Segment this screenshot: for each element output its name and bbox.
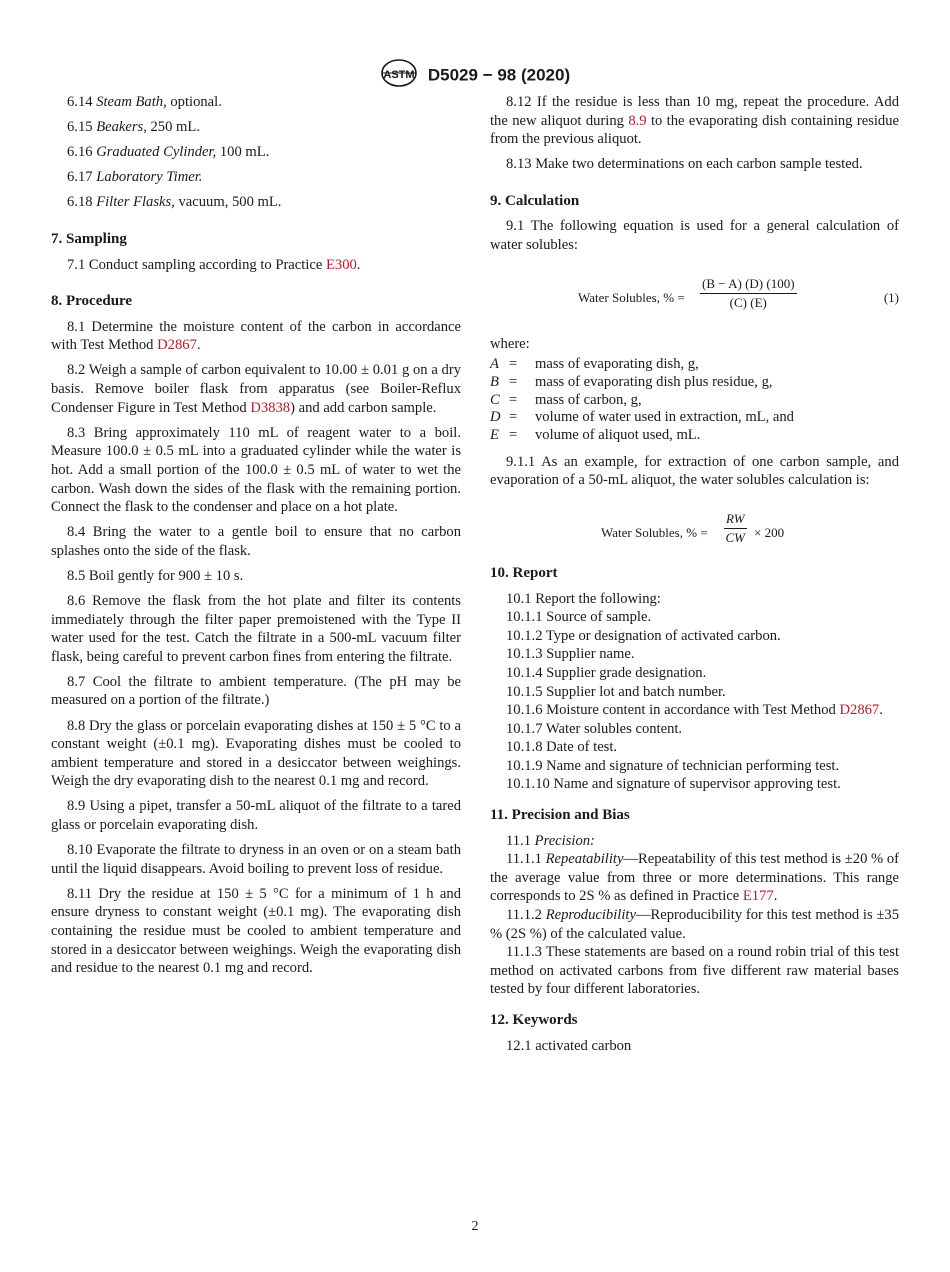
equation-1 <box>490 275 899 321</box>
variable-definitions <box>490 356 899 445</box>
svg-text:ASTM: ASTM <box>383 69 415 81</box>
equipment-list <box>51 93 461 212</box>
paragraph-8-6: 8.6 Remove the flask from the hot plate and filter its contents immediately through the filter paper premoistened with the Type II water used for the test. Catch the filtrate in a 500-mL vacuum filter flask, being careful to prevent carbon fines from entering the filtrate. <box>51 592 461 665</box>
paragraph-9-1: 9.1 The following equation is used for a general calculation of water solubles: <box>490 218 899 254</box>
paragraph-8-9: 8.9 Using a pipet, transfer a 50-mL aliquot of the filtrate to a tared glass or porcelain evaporating dish. <box>51 798 461 833</box>
report-item-10-1-6: 10.1.6 Moisture content in accordance with Test Method D2867. <box>506 702 883 719</box>
paragraph-8-7: 8.7 Cool the filtrate to ambient temperature. (The pH may be measured on a portion of the filtrate.) <box>51 673 461 709</box>
section-heading-procedure: 8. Procedure <box>51 293 133 310</box>
paragraph-7-1: 7.1 Conduct sampling according to Practice E300. <box>67 256 361 273</box>
paragraph-11-1-3: 11.1.3 These statements are based on a round robin trial of this test method on activated carbons from five different raw material bases tested by four different laboratories. <box>490 944 899 998</box>
report-item: 10.1.9 Name and signature of technician performing test. <box>506 757 840 774</box>
equation-1-denominator: (C) (E) <box>729 294 767 310</box>
page-number: 2 <box>471 1219 479 1234</box>
where-label: where: <box>490 335 530 352</box>
paragraph-8-2: 8.2 Weigh a sample of carbon equivalent to 10.00 ± 0.01 g on a dry basis. Remove boiler flask from apparatus (see Boiler-Reflux Condenser Figure in Test Method D3838) and add carbon sample. <box>51 362 461 416</box>
paragraph-8-11: 8.11 Dry the residue at 150 ± 5 °C for a minimum of 1 h and ensure dryness to constant weight (±0.1 mg). The evaporating dish containing the residue must be cooled to ambient temperature and stored in a desiccator between weighings. Weigh the evaporating dish and residue to the nearest 0.1 mg and record. <box>51 885 461 977</box>
equip-item: 6.17 Laboratory Timer. <box>67 169 203 186</box>
paragraph-8-12: 8.12 If the residue is less than 10 mg, repeat the procedure. Add the new aliquot during 8.9 to the evaporating dish containing residue from the previous aliquot. <box>490 94 899 148</box>
paragraph-8-1: 8.1 Determine the moisture content of the carbon in accordance with Test Method D2867. <box>51 318 461 354</box>
section-heading-keywords: 12. Keywords <box>490 1012 578 1029</box>
equation-2-denominator: CW <box>725 529 746 545</box>
paragraph-8-3: 8.3 Bring approximately 110 mL of reagent water to a boil. Measure 100.0 ± 0.5 mL into a graduated cylinder while the water is hot. Add a small portion of the 100.0 ± 0.5 mL of water to wet the carbon. Wash down the sides of the flask with the remaining portion. Connect the flask to the condenser and place on a hot plate. <box>51 424 461 516</box>
report-item: 10.1 Report the following: <box>506 590 661 607</box>
equation-2-tail: × 200 <box>754 524 785 540</box>
paragraph-11-1-1: 11.1.1 Repeatability—Repeatability of this test method is ±20 % of the average value from three or more determinations. This range corresponds to 2S % as defined in Practice E177. <box>490 851 899 905</box>
paragraph-11-1-2: 11.1.2 Reproducibility—Reproducibility for this test method is ±35 % (2S %) of the calculated value. <box>490 907 899 942</box>
definition-row: E = volume of aliquot used, mL. <box>490 427 701 444</box>
paragraph-8-4: 8.4 Bring the water to a gentle boil to ensure that no carbon splashes onto the side of the flask. <box>51 524 461 559</box>
paragraph-8-10: 8.10 Evaporate the filtrate to dryness in an oven or on a steam bath until the liquid disappears. Avoid boiling to prevent loss of residue. <box>51 842 461 877</box>
section-heading-precision: 11. Precision and Bias <box>490 807 630 824</box>
equation-1-number: (1) <box>883 289 899 305</box>
equation-1-fraction <box>700 275 797 312</box>
paragraph-8-13: 8.13 Make two determinations on each carbon sample tested. <box>506 156 863 173</box>
report-item: 10.1.4 Supplier grade designation. <box>506 664 707 681</box>
page-header <box>0 58 950 93</box>
section-heading-sampling: 7. Sampling <box>51 230 127 247</box>
definition-row: B = mass of evaporating dish plus residue, g, <box>490 373 773 390</box>
equip-item: 6.14 Steam Bath, optional. <box>67 94 222 110</box>
report-item: 10.1.1 Source of sample. <box>506 609 652 626</box>
equation-1-numerator: (B − A) (D) (100) <box>700 275 797 294</box>
equation-2-fraction <box>724 510 747 547</box>
paragraph-8-5: 8.5 Boil gently for 900 ± 10 s. <box>67 567 244 584</box>
equip-item: 6.15 Beakers, 250 mL. <box>67 119 200 136</box>
link-8-9[interactable]: 8.9 <box>628 112 647 129</box>
report-item: 10.1.7 Water solubles content. <box>506 720 683 737</box>
definition-row: A = mass of evaporating dish, g, <box>490 356 699 373</box>
equation-2 <box>490 510 899 554</box>
document-code: D5029 − 98 (2020) <box>427 65 571 85</box>
section-heading-calculation: 9. Calculation <box>490 192 580 209</box>
report-item: 10.1.5 Supplier lot and batch number. <box>506 683 726 700</box>
paragraph-8-8: 8.8 Dry the glass or porcelain evaporating dishes at 150 ± 5 °C to a constant weight (±0.1 mg). Evaporating dishes must be cooled to ambient temperature and stored in a desiccator between weighings. Weigh the dry evaporating dish to the nearest 0.1 mg and record. <box>51 717 461 790</box>
link-e300[interactable]: E300 <box>325 256 357 273</box>
astm-logo-icon <box>380 58 418 93</box>
right-column <box>490 93 899 1055</box>
definition-row: C = mass of carbon, g, <box>490 391 642 408</box>
equip-item: 6.16 Graduated Cylinder, 100 mL. <box>67 144 270 161</box>
link-d2867-report[interactable]: D2867 <box>839 702 880 719</box>
link-d3838[interactable]: D3838 <box>250 399 291 416</box>
left-column <box>51 93 461 984</box>
paragraph-9-1-1: 9.1.1 As an example, for extraction of one carbon sample, and evaporation of a 50-mL aliquot, the water solubles calculation is: <box>490 453 899 489</box>
definition-row: D = volume of water used in extraction, mL, and <box>490 409 794 426</box>
link-d2867[interactable]: D2867 <box>157 337 197 354</box>
equation-2-numerator: RW <box>724 510 747 529</box>
report-item: 10.1.8 Date of test. <box>506 739 618 756</box>
report-item: 10.1.10 Name and signature of supervisor approving test. <box>506 776 841 793</box>
equation-2-lhs: Water Solubles, % = <box>601 524 708 540</box>
paragraph-11-1: 11.1 Precision: <box>506 832 595 849</box>
report-item: 10.1.2 Type or designation of activated carbon. <box>506 627 781 644</box>
link-e177[interactable]: E177 <box>742 888 774 905</box>
report-item: 10.1.3 Supplier name. <box>506 646 635 663</box>
equip-item: 6.18 Filter Flasks, vacuum, 500 mL. <box>67 194 282 211</box>
paragraph-12-1: 12.1 activated carbon <box>506 1037 632 1054</box>
section-heading-report: 10. Report <box>490 564 558 581</box>
equation-1-lhs: Water Solubles, % = <box>578 289 685 305</box>
